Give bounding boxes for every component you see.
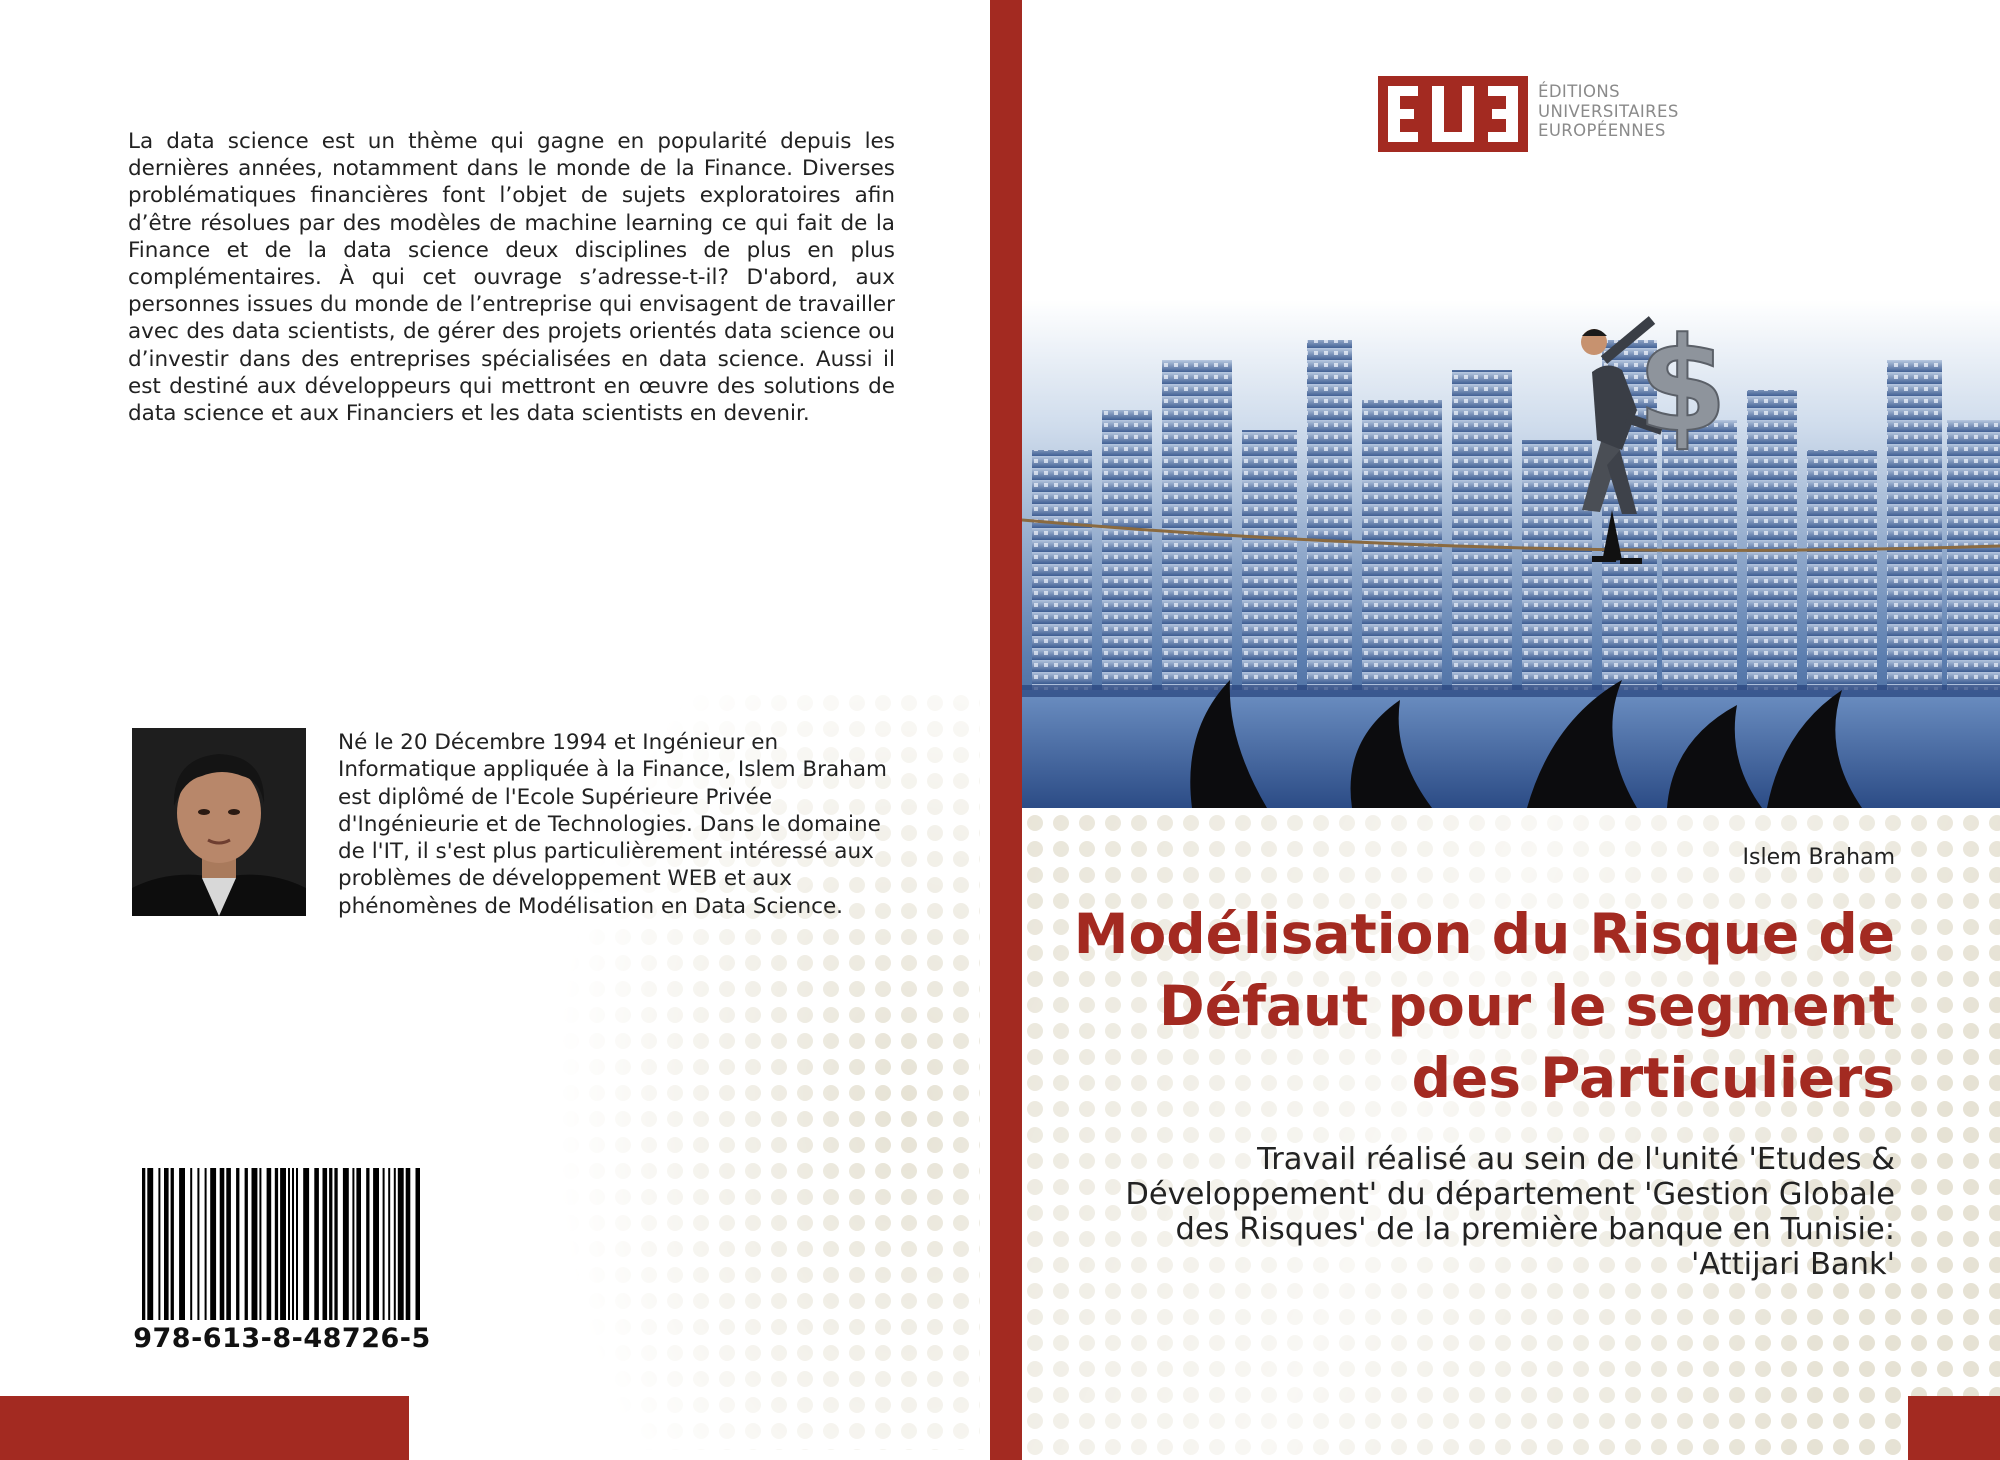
publisher-logo xyxy=(1378,76,1528,152)
barcode-bar xyxy=(356,1168,361,1320)
barcode-bar xyxy=(210,1168,216,1320)
barcode-bar xyxy=(275,1168,278,1320)
book-subtitle: Travail réalisé au sein de l'unité 'Etudes & Développement' du département 'Gestion Globale des Risques' de la première banque en Tunisie: 'Attijari Bank' xyxy=(1125,1142,1895,1282)
barcode-bar xyxy=(147,1168,153,1320)
barcode-bar xyxy=(373,1168,379,1320)
barcode-bar xyxy=(252,1168,258,1320)
isbn-number: 978-613-8-48726-5 xyxy=(133,1323,431,1354)
barcode-bar xyxy=(197,1168,199,1320)
barcode-bar xyxy=(142,1168,145,1320)
barcode-bar xyxy=(303,1168,309,1320)
barcode-bar xyxy=(352,1168,354,1320)
barcode-bar xyxy=(296,1168,298,1320)
barcode-bar xyxy=(416,1168,421,1320)
barcode-bar xyxy=(236,1168,239,1320)
barcode-bar xyxy=(343,1168,349,1320)
barcode-bar xyxy=(190,1168,192,1320)
barcode xyxy=(142,1168,420,1320)
barcode-bar xyxy=(394,1168,396,1320)
barcode-bar xyxy=(334,1168,337,1320)
publisher-name xyxy=(1538,82,1679,141)
barcode-bar xyxy=(280,1168,286,1320)
svg-text:$: $ xyxy=(1637,309,1728,461)
barcode-bar xyxy=(366,1168,369,1320)
barcode-bar xyxy=(259,1168,261,1320)
publisher-name-line: EUROPÉENNES xyxy=(1538,121,1666,140)
barcode-bar xyxy=(245,1168,248,1320)
barcode-bar xyxy=(388,1168,390,1320)
barcode-bar xyxy=(329,1168,332,1320)
barcode-bar xyxy=(383,1168,385,1320)
barcode-bar xyxy=(171,1168,174,1320)
back-cover-blurb: La data science est un thème qui gagne en popularité depuis les dernières années, notamment dans le monde de la Finance. Diverses problématiques financières font l’objet de sujets exploratoires afin d’être résolues par des modèles de machine learning ce qui fait de la Finance et de la data science deux disciplines de plus en plus complémentaires. À qui cet ouvrage s’adresse-t-il? D'abord, aux personnes issues du monde de l’entreprise qui envisagent de travailler avec des data scientists, de gérer des projets orientés data science ou d’investir dans des entreprises spécialisées en data science. Aussi il est destiné aux développeurs qui mettront en œuvre des solutions de data science et aux Financiers et les data scientists en devenir. xyxy=(128,129,895,427)
barcode-bar xyxy=(398,1168,404,1320)
author-photo xyxy=(132,728,306,916)
barcode-bar xyxy=(164,1168,169,1320)
barcode-bar xyxy=(267,1168,272,1320)
barcode-bar xyxy=(288,1168,290,1320)
barcode-bar xyxy=(205,1168,207,1320)
barcode-bar xyxy=(323,1168,328,1320)
publisher-name-line: UNIVERSITAIRES xyxy=(1538,101,1679,121)
cover-illustration xyxy=(1022,300,2000,808)
publisher-name-line: ÉDITIONS xyxy=(1538,82,1620,101)
barcode-bar xyxy=(292,1168,294,1320)
front-bottom-bar xyxy=(1908,1396,2000,1460)
back-bottom-bar xyxy=(0,1396,409,1460)
author-name: Islem Braham xyxy=(1742,845,1895,870)
barcode-bar xyxy=(158,1168,160,1320)
author-bio: Né le 20 Décembre 1994 et Ingénieur en Informatique appliquée à la Finance, Islem Braham est diplômé de l'Ecole Supérieure Privée d'Ingénieurie et de Technologies. Dans le domaine de l'IT, il s'est plus particulièrement intéressé aux problèmes de développement WEB et aux phénomènes de Modélisation en Data Science. xyxy=(338,730,887,919)
barcode-bar xyxy=(406,1168,411,1320)
barcode-bar xyxy=(179,1168,185,1320)
spine-stripe xyxy=(990,0,1022,1460)
barcode-bar xyxy=(226,1168,231,1320)
book-title: Modélisation du Risque de Défaut pour le segment des Particuliers xyxy=(1073,902,1895,1110)
barcode-bar xyxy=(314,1168,319,1320)
barcode-bar xyxy=(220,1168,225,1320)
